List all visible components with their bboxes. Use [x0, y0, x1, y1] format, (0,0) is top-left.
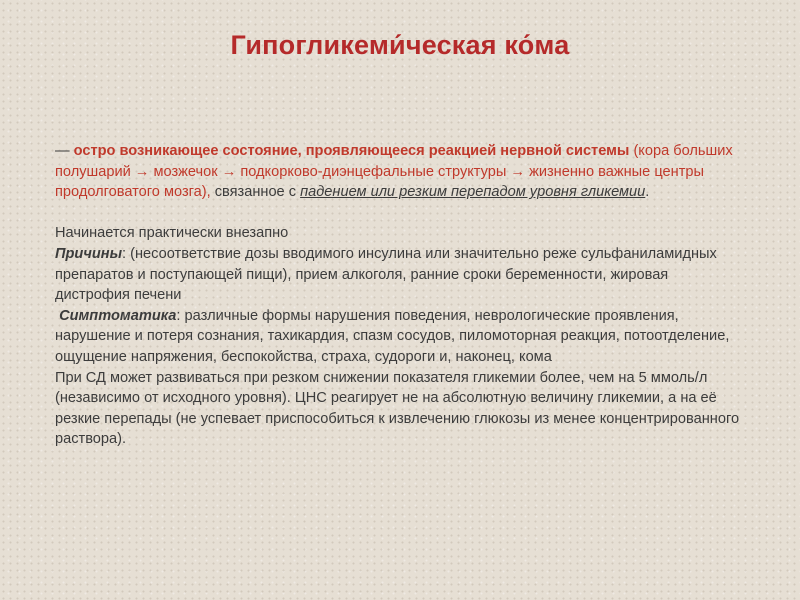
definition-highlight: остро возникающее состояние, проявляющееся реакцией нервной системы: [73, 143, 630, 159]
symptoms-label: Симптоматика: [59, 307, 177, 324]
definition-linked-intro: связанное с: [210, 184, 301, 201]
definition-dash: —: [55, 143, 74, 159]
onset-line: Начинается практически внезапно: [55, 225, 289, 242]
definition-link[interactable]: падением или резким перепадом уровня гликемии: [300, 184, 646, 201]
slide-title: Гипогликеми́ческая ко́ма: [230, 30, 570, 60]
causes-label: Причины: [55, 245, 123, 262]
definition-paragraph: [55, 141, 745, 203]
causes-paragraph: [55, 244, 745, 306]
symptoms-paragraph: [55, 306, 745, 368]
definition-end: .: [645, 184, 650, 201]
spacer: [55, 203, 745, 224]
causes-text: : (несоответствие дозы вводимого инсулина или значительно реже сульфаниламидных препаратов и поступающей пищи), прием алкоголя, ранние сроки беременности, жировая дистрофия печени: [55, 245, 717, 304]
diabetes-note: При СД может развиваться при резком снижении показателя гликемии более, чем на 5 ммоль/л (независимо от исходного уровня). ЦНС реагирует не на абсолютную величину гликемии, а на её резкие перепады (не успевает приспособиться к извлечению глюкозы из менее концентрированного раствора).: [55, 369, 740, 448]
symptoms-text: : различные формы нарушения поведения, неврологические проявления, нарушение и потеря сознания, тахикардия, спазм сосудов, пиломоторная реакция, потоотделение, ощущение напряжения, беспокойства, страха, судороги и, наконец, кома: [55, 307, 730, 365]
definition-structures: (кора больших полушарий → мозжечок → подкорково-диэнцефальные структуры → жизненно важные центры продолговатого мозга),: [55, 143, 733, 201]
slide-content: [55, 141, 745, 450]
